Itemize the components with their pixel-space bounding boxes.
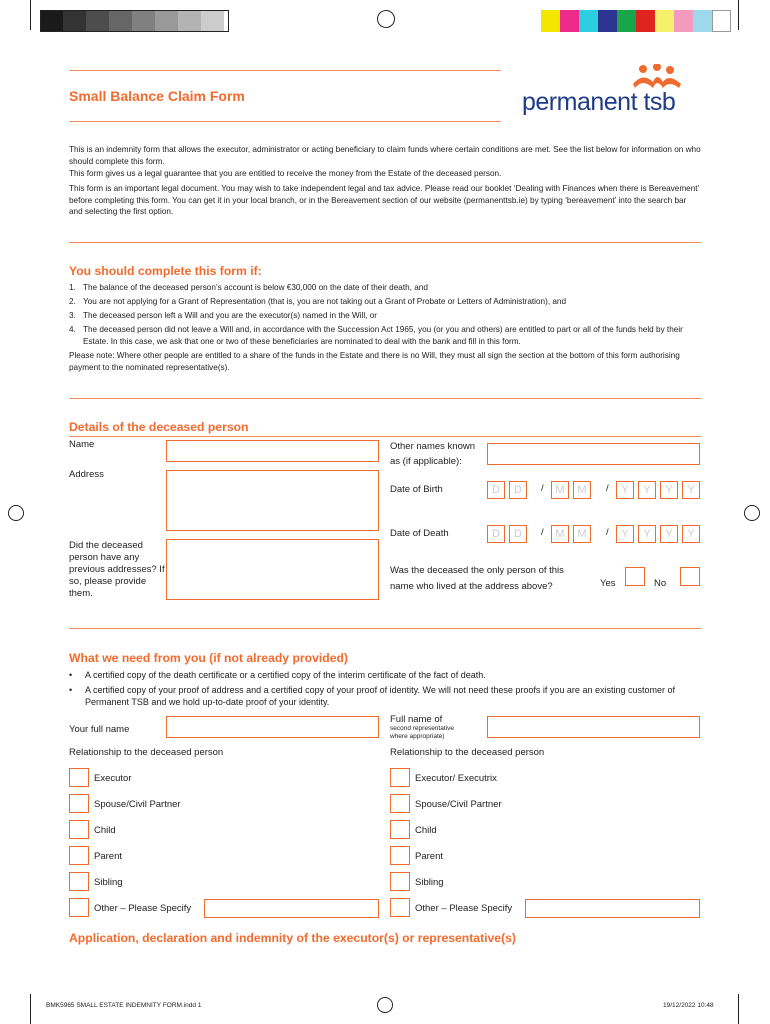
section-title-deceased: Details of the deceased person: [69, 420, 249, 434]
left-sibling-checkbox[interactable]: [69, 872, 89, 891]
list-item: 4. The deceased person did not leave a Will and, in accordance with the Succession Act 1965, you (or you and others) are entitled to part or all of the funds held by their Estate. In this case, we ask that one or two of these beneficiaries are nominated to deal with the bank and fill in this form.: [69, 325, 683, 346]
only-person-yes-checkbox[interactable]: [625, 567, 645, 586]
dob-label: Date of Birth: [390, 484, 443, 495]
right-executor-checkbox[interactable]: [390, 768, 410, 787]
relationship-label-left: Relationship to the deceased person: [69, 747, 224, 758]
intro-paragraph: This form gives us a legal guarantee that you are entitled to receive the money from the Estate of the deceased person.: [69, 169, 502, 178]
crop-mark: [738, 994, 739, 1024]
crosshair-icon: [8, 505, 24, 521]
deceased-name-input[interactable]: [166, 440, 379, 462]
dob-year-1[interactable]: Y: [616, 481, 634, 499]
dob-day-2[interactable]: D: [509, 481, 527, 499]
crosshair-icon: [744, 505, 760, 521]
only-person-label: Was the deceased the only person of this name who lived at the address above?: [390, 565, 564, 592]
deceased-address-input[interactable]: [166, 470, 379, 531]
option-label: Spouse/Civil Partner: [415, 799, 502, 810]
previous-addresses-input[interactable]: [166, 539, 379, 600]
left-other-checkbox[interactable]: [69, 898, 89, 917]
option-label: Executor/ Executrix: [415, 773, 497, 784]
header-rule: [69, 70, 501, 71]
dob-year-2[interactable]: Y: [638, 481, 656, 499]
dob-month-2[interactable]: M: [573, 481, 591, 499]
crosshair-icon: [377, 997, 393, 1013]
left-other-specify-input[interactable]: [204, 899, 379, 918]
second-name-input[interactable]: [487, 716, 700, 738]
brand-wordmark: permanent tsb: [522, 88, 676, 116]
name-label: Name: [69, 439, 95, 450]
left-executor-checkbox[interactable]: [69, 768, 89, 787]
right-child-checkbox[interactable]: [390, 820, 410, 839]
date-separator: /: [541, 483, 544, 494]
relationship-label-right: Relationship to the deceased person: [390, 747, 545, 758]
note-text: Please note: Where other people are entitled to a share of the funds in the Estate and there is no Will, they must all sign the section at the bottom of this form authorising payment to the nominated representative(s).: [69, 351, 680, 372]
dob-year-4[interactable]: Y: [682, 481, 700, 499]
other-names-input[interactable]: [487, 443, 700, 465]
dod-year-1[interactable]: Y: [616, 525, 634, 543]
crop-mark: [30, 0, 31, 30]
dod-label: Date of Death: [390, 528, 449, 539]
section-underline: [69, 436, 701, 437]
no-label: No: [654, 578, 667, 589]
dob-month-1[interactable]: M: [551, 481, 569, 499]
date-separator: /: [541, 527, 544, 538]
date-separator: /: [606, 483, 609, 494]
right-spouse-checkbox[interactable]: [390, 794, 410, 813]
option-label: Child: [94, 825, 116, 836]
footer-timestamp: 19/12/2022 10:48: [663, 1002, 714, 1009]
other-names-label: Other names known as (if applicable):: [390, 441, 476, 467]
address-label: Address: [69, 469, 104, 480]
section-divider: [69, 242, 701, 243]
list-item: 2. You are not applying for a Grant of Representation (that is, you are not taking out a Grant of Probate or Letters of Administration), and: [69, 297, 567, 306]
crop-mark: [738, 0, 739, 30]
yes-label: Yes: [600, 578, 616, 589]
brand-logo: [522, 64, 702, 124]
dob-day-1[interactable]: D: [487, 481, 505, 499]
dod-day-2[interactable]: D: [509, 525, 527, 543]
dod-year-2[interactable]: Y: [638, 525, 656, 543]
your-name-input[interactable]: [166, 716, 379, 738]
dod-day-1[interactable]: D: [487, 525, 505, 543]
previous-addresses-label: Did the deceased person have any previous addresses? If so, please provide them.: [69, 540, 165, 599]
intro-paragraph: This is an indemnity form that allows the executor, administrator or acting beneficiary to claim funds where certain conditions are met. See the list below for information on who should complete this form.: [69, 145, 701, 166]
right-other-checkbox[interactable]: [390, 898, 410, 917]
option-label: Other – Please Specify: [415, 903, 513, 914]
dob-year-3[interactable]: Y: [660, 481, 678, 499]
right-sibling-checkbox[interactable]: [390, 872, 410, 891]
left-child-checkbox[interactable]: [69, 820, 89, 839]
section-title-requirements: What we need from you (if not already provided): [69, 651, 348, 665]
date-separator: /: [606, 527, 609, 538]
crop-mark: [30, 994, 31, 1024]
option-label: Sibling: [415, 877, 444, 888]
requirement-item: • A certified copy of your proof of address and a certified copy of your proof of identity. We will not need these proofs if you are an existing customer of Permanent TSB and we hold up-to-date proof of your identity.: [69, 685, 675, 707]
option-label: Parent: [94, 851, 122, 862]
only-person-no-checkbox[interactable]: [680, 567, 700, 586]
section-title-declaration: Application, declaration and indemnity of the executor(s) or representative(s): [69, 931, 516, 945]
right-other-specify-input[interactable]: [525, 899, 700, 918]
option-label: Child: [415, 825, 437, 836]
right-parent-checkbox[interactable]: [390, 846, 410, 865]
section-divider: [69, 628, 701, 629]
crosshair-icon: [377, 10, 395, 28]
dod-year-3[interactable]: Y: [660, 525, 678, 543]
dod-month-1[interactable]: M: [551, 525, 569, 543]
footer-file-name: BMK5965 SMALL ESTATE INDEMNITY FORM.indd 1: [46, 1002, 202, 1009]
dod-year-4[interactable]: Y: [682, 525, 700, 543]
your-name-label: Your full name: [69, 724, 130, 735]
option-label: Parent: [415, 851, 443, 862]
list-item: 1. The balance of the deceased person’s account is below €30,000 on the date of their death, and: [69, 283, 428, 292]
section-title-eligibility: You should complete this form if:: [69, 264, 262, 278]
option-label: Spouse/Civil Partner: [94, 799, 181, 810]
dod-month-2[interactable]: M: [573, 525, 591, 543]
list-item: 3. The deceased person left a Will and you are the executor(s) named in the Will, or: [69, 311, 377, 320]
second-name-label: Full name of second representative where appropriate): [390, 714, 454, 740]
option-label: Executor: [94, 773, 132, 784]
section-divider: [69, 398, 701, 399]
left-spouse-checkbox[interactable]: [69, 794, 89, 813]
option-label: Sibling: [94, 877, 123, 888]
intro-paragraph: This form is an important legal document. You may wish to take independent legal and tax advice. Please read our booklet ‘Dealing with Finances when there is Bereavement’ before completing this form. You can get it in your local branch, or in the Bereavement section of our website (permanenttsb.ie) by typing ‘bereavement’ into the search bar and selecting the first option.: [69, 184, 700, 216]
requirement-item: • A certified copy of the death certificate or a certified copy of the interim certificate of the fact of death.: [69, 670, 486, 680]
left-parent-checkbox[interactable]: [69, 846, 89, 865]
form-title: Small Balance Claim Form: [69, 88, 245, 104]
option-label: Other – Please Specify: [94, 903, 192, 914]
header-rule: [69, 121, 501, 122]
